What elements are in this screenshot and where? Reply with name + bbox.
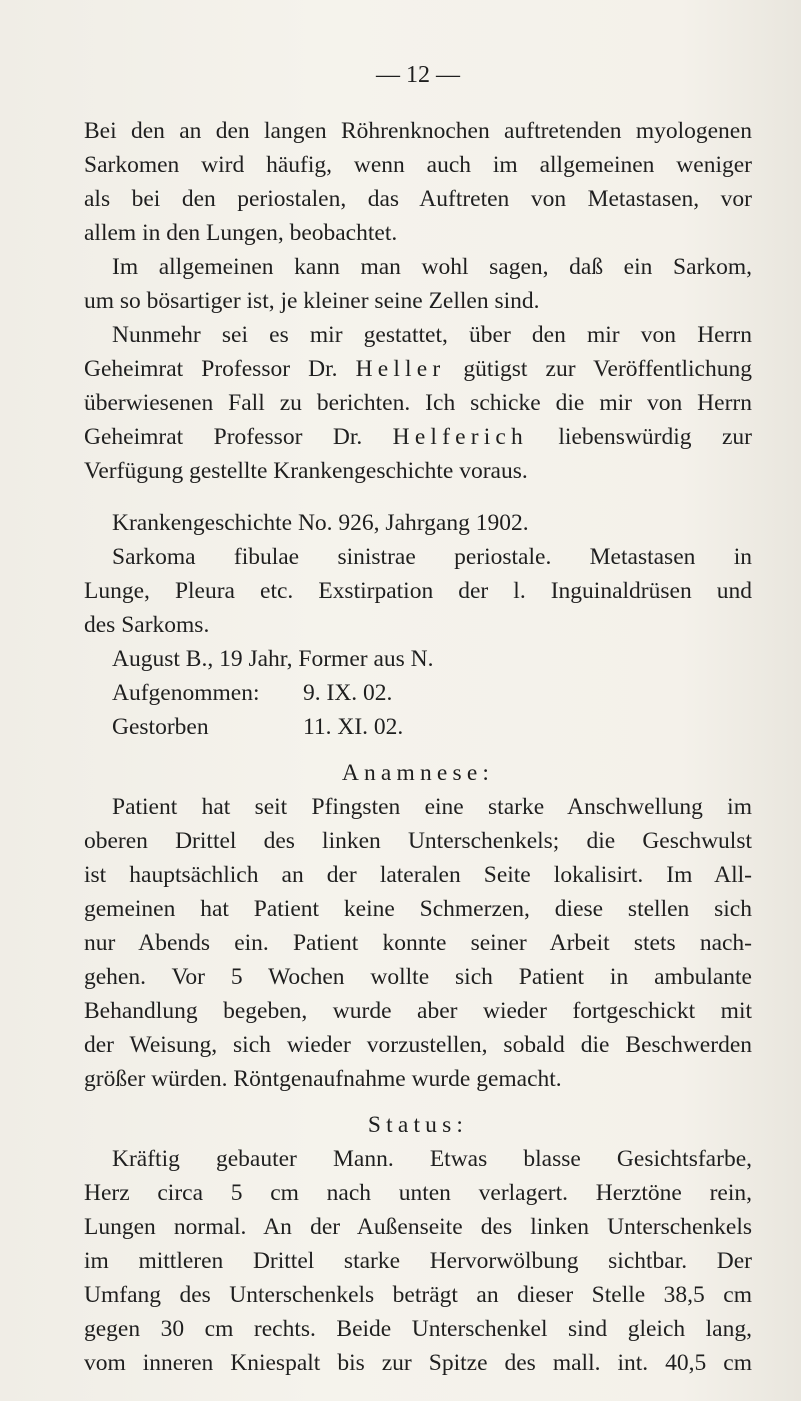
text-line: Umfang des Unterschenkels beträgt an dieser Stelle 38,5 cm [84,1282,752,1308]
text-line: im mittleren Drittel starke Hervorwölbung sichtbar. Der [84,1248,752,1274]
text-line: Lunge, Pleura etc. Exstirpation der l. Inguinaldrüsen und [84,578,752,604]
person-name-heller: Heller [355,356,446,382]
text-line: Sarkomen wird häufig, wenn auch im allgemeinen weniger [84,152,752,178]
text-line: Nunmehr sei es mir gestattet, über den mir von Herrn [112,322,752,348]
text-line: Bei den an den langen Röhrenknochen auftretenden myologenen [84,118,752,144]
text-line: Lungen normal. An der Außenseite des linken Unterschenkels [84,1214,752,1240]
text-line: der Weisung, sich wieder vorzustellen, sobald die Beschwerden [84,1032,752,1058]
text-line: des Sarkoms. [84,612,210,638]
text-line: gemeinen hat Patient keine Schmerzen, diese stellen sich [84,896,752,922]
text-line: Behandlung begeben, wurde aber wieder fortgeschickt mit [84,998,752,1024]
text-line: größer würden. Röntgenaufnahme wurde gemacht. [84,1066,562,1092]
text-line: Kräftig gebauter Mann. Etwas blasse Gesichtsfarbe, [112,1146,752,1172]
text-line: Sarkoma fibulae sinistrae periostale. Metastasen in [112,544,752,570]
text-line: vom inneren Kniespalt bis zur Spitze des mall. int. 40,5 cm [84,1350,752,1376]
died-row [112,713,403,741]
text-segment: Geheimrat Professor Dr. [84,356,356,382]
text-line: nur Abends ein. Patient konnte seiner Arbeit stets nach- [84,930,752,956]
case-heading: Krankengeschichte No. 926, Jahrgang 1902. [112,510,529,536]
text-line: als bei den periostalen, das Auftreten von Metastasen, vor [84,186,752,212]
text-line: Im allgemeinen kann man wohl sagen, daß ein Sarkom, [112,254,752,280]
text-line [84,423,752,451]
admitted-date: 9. IX. 02. [303,680,393,706]
text-line: überwiesenen Fall zu berichten. Ich schicke die mir von Herrn [84,390,752,416]
status-heading: Status: [367,1112,469,1138]
text-line: oberen Drittel des linken Unterschenkels; die Geschwulst [84,828,752,854]
patient-info: August B., 19 Jahr, Former aus N. [112,646,434,672]
page-number: — 12 — [376,62,460,88]
admitted-label: Aufgenommen: [112,680,260,706]
text-segment: gütigst zur Veröffentlichung [445,356,752,382]
died-label: Gestorben [112,714,209,740]
text-line: um so bösartiger ist, je kleiner seine Zellen sind. [84,288,540,314]
admitted-row [112,679,392,707]
text-line: allem in den Lungen, beobachtet. [84,220,398,246]
text-line: Verfügung gestellte Krankengeschichte voraus. [84,458,528,484]
text-line: ist hauptsächlich an der lateralen Seite lokalisirt. Im All- [84,862,752,888]
anamnese-heading: Anamnese: [341,760,495,786]
text-segment: liebenswürdig zur [527,424,752,450]
text-line: gegen 30 cm rechts. Beide Unterschenkel sind gleich lang, [84,1316,752,1342]
text-line: Patient hat seit Pfingsten eine starke Anschwellung im [112,794,752,820]
text-line: gehen. Vor 5 Wochen wollte sich Patient in ambulante [84,964,752,990]
person-name-helferich: Helferich [392,424,528,450]
died-date: 11. XI. 02. [303,714,404,740]
text-line: Herz circa 5 cm nach unten verlagert. Herztöne rein, [84,1180,752,1206]
text-line [84,355,752,383]
text-segment: Geheimrat Professor Dr. [84,424,393,450]
